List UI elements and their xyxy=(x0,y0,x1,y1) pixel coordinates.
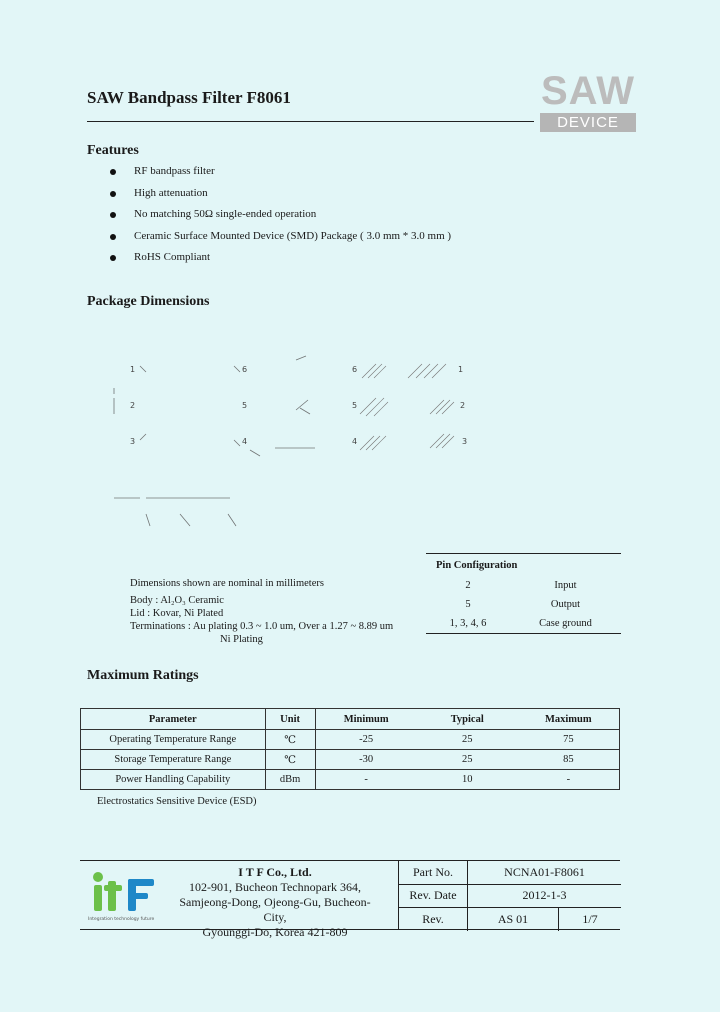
pad-2 xyxy=(430,400,454,414)
bullet-icon xyxy=(110,234,116,240)
column-header: Parameter xyxy=(81,709,266,730)
pin-label: 5 xyxy=(242,401,248,410)
document-footer xyxy=(80,860,620,939)
pin-label: 3 xyxy=(462,437,468,446)
rev-value: AS 01 xyxy=(468,908,559,931)
table-row: Power Handling Capability dBm - 10 - xyxy=(81,770,620,790)
saw-device-logo xyxy=(540,69,636,133)
pad-6 xyxy=(362,364,386,378)
part-value: NCNA01-F8061 xyxy=(504,864,585,879)
table-row xyxy=(399,861,621,884)
pin-label: 6 xyxy=(352,365,358,374)
pin-label: 5 xyxy=(352,401,358,410)
table-row: Storage Temperature Range ℃ -30 25 85 xyxy=(81,750,620,770)
pad-5 xyxy=(360,398,388,416)
pad-1 xyxy=(408,364,446,378)
table-row xyxy=(399,907,621,931)
bullet-icon xyxy=(110,255,116,261)
bullet-icon xyxy=(110,169,116,175)
pin-label: 4 xyxy=(352,437,358,446)
logo-device-text: DEVICE xyxy=(540,113,636,132)
max-ratings-table xyxy=(80,708,620,790)
page-number: 1/7 xyxy=(582,911,598,926)
features-heading: Features xyxy=(87,143,139,158)
table-row: 5 Output xyxy=(465,599,581,610)
pin-configuration-table xyxy=(426,553,621,634)
company-name: I T F Co., Ltd. xyxy=(238,865,312,879)
pin-label: 2 xyxy=(130,401,136,410)
part-label: Part No. xyxy=(399,861,468,884)
column-header: Unit xyxy=(265,709,315,730)
pin-config-heading: Pin Configuration xyxy=(436,560,518,571)
pin-label: 2 xyxy=(460,401,466,410)
table-row: 2 Input xyxy=(465,580,577,591)
pad-4 xyxy=(360,436,386,450)
address-line: 102-901, Bucheon Technopark 364, xyxy=(189,880,361,894)
column-header: Maximum xyxy=(518,709,620,730)
column-header: Typical xyxy=(417,709,518,730)
note-line: Ni Plating xyxy=(220,634,263,645)
pad-3 xyxy=(430,434,454,448)
esd-note: Electrostatics Sensitive Device (ESD) xyxy=(97,796,257,807)
note-line: Lid : Kovar, Ni Plated xyxy=(130,608,224,619)
table-header-row xyxy=(81,709,620,730)
note-line: Terminations : Au plating 0.3 ~ 1.0 um, Over a 1.27 ~ 8.89 um xyxy=(130,621,394,632)
date-value: 2012-1-3 xyxy=(522,888,567,903)
doc-info-table xyxy=(398,861,621,929)
bullet-icon xyxy=(110,191,116,197)
note-line: Dimensions shown are nominal in millimeters xyxy=(130,578,324,589)
pin-label: 1 xyxy=(458,365,464,374)
company-block xyxy=(170,865,380,940)
pin-label: 3 xyxy=(130,437,136,446)
package-heading: Package Dimensions xyxy=(87,294,210,309)
bullet-icon xyxy=(110,212,116,218)
date-label: Rev. Date xyxy=(399,885,468,908)
package-dimensions-drawing xyxy=(110,330,510,540)
column-header: Minimum xyxy=(315,709,417,730)
table-row: 1, 3, 4, 6 Case ground xyxy=(426,614,621,634)
rev-label: Rev. xyxy=(399,908,468,931)
max-ratings-heading: Maximum Ratings xyxy=(87,668,199,683)
pin-label: 6 xyxy=(242,365,248,374)
itf-logo xyxy=(86,867,164,923)
address-line: Samjeong-Dong, Ojeong-Gu, Bucheon-City, xyxy=(179,895,371,924)
itf-tagline: Integration technology future xyxy=(88,917,155,922)
package-notes xyxy=(130,577,393,646)
note-line: Body : Al₂O₃ Ceramic xyxy=(130,595,224,606)
page-title: SAW Bandpass Filter F8061 xyxy=(87,88,291,107)
pin-label: 4 xyxy=(242,437,248,446)
pin-label: 1 xyxy=(130,365,136,374)
title-divider xyxy=(87,121,534,122)
table-row xyxy=(399,884,621,908)
table-row: Operating Temperature Range ℃ -25 25 75 xyxy=(81,730,620,750)
address-line: Gyounggi-Do, Korea 421-809 xyxy=(202,925,348,939)
logo-saw-text: SAW xyxy=(540,69,636,113)
